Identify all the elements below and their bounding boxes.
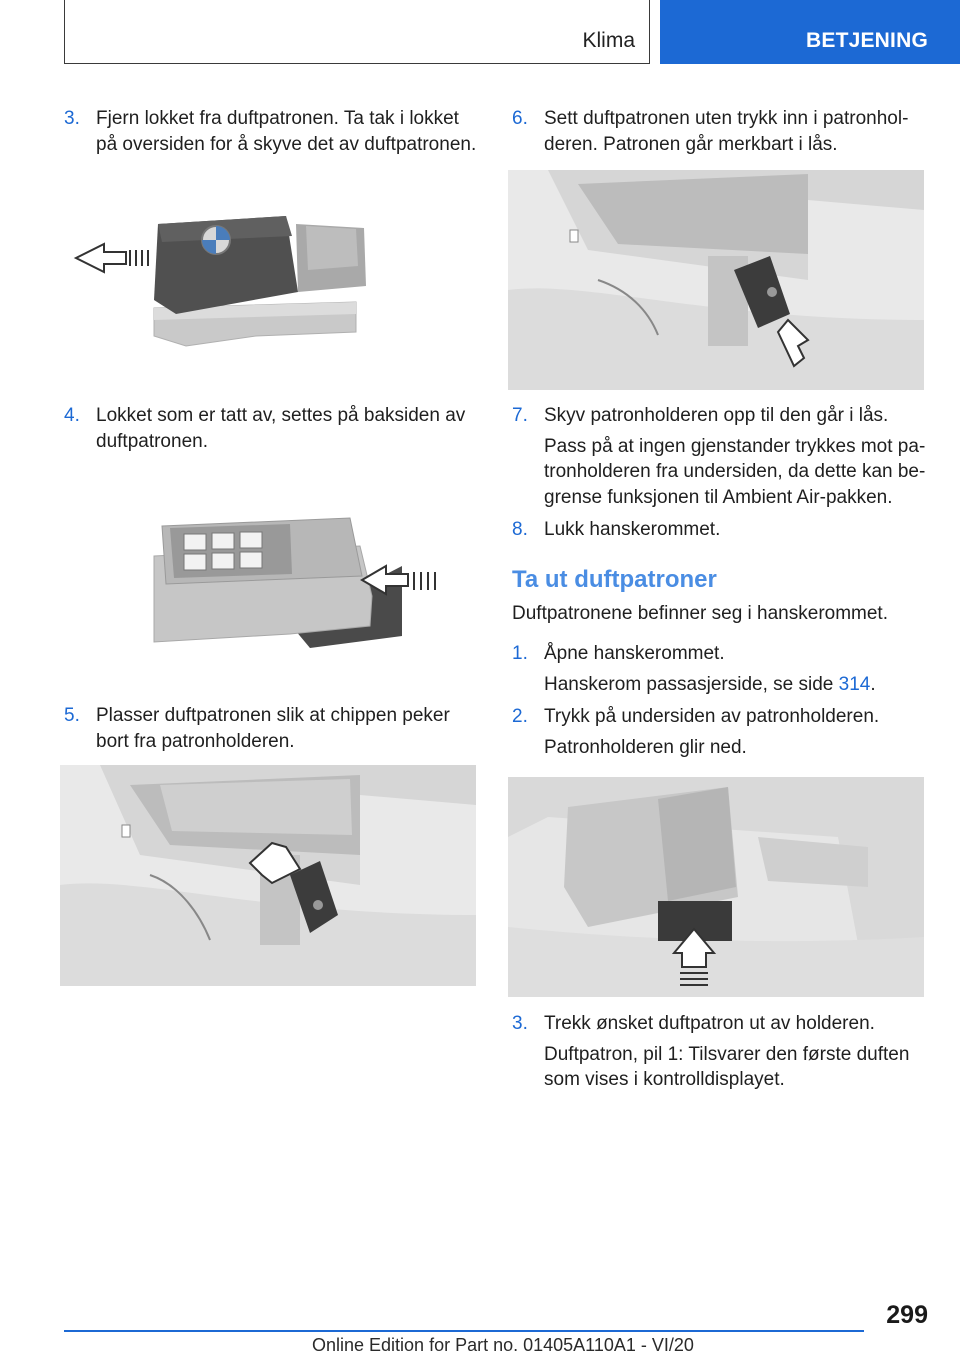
step-note: Pass på at ingen gjenstander trykkes mot patronholderen fra undersiden, da dette kan begrense funksjonen til Ambient Air-pakken. [544,435,926,508]
step-text: Plasser duftpatronen slik at chippen peker bort fra patronholderen. [96,705,450,752]
step-number: 2. [512,706,528,727]
step-text: Trykk på undersiden av patronholderen. [544,706,880,727]
footer-divider [64,1330,864,1332]
removal-step-2 [512,704,932,760]
step-8-close-glovebox [512,517,932,543]
note-text: Hanskerom passasjerside, se side [544,673,839,695]
step-note: Patronholderen glir ned. [544,736,747,758]
step-number: 3. [512,1013,528,1034]
step-number: 6. [512,108,528,129]
step-number: 4. [64,405,80,426]
step-number: 7. [512,405,528,426]
step-6-insert-cartridge [512,106,928,157]
holder-down-photo [508,777,924,997]
edition-footer: Online Edition for Part no. 01405A110A1 - VI/20 [312,1335,694,1355]
insert-cartridge-photo [60,765,476,986]
cartridge-lid-removal-illustration [66,196,466,356]
step-4-attach-lid [64,403,484,454]
step-number: 5. [64,705,80,726]
step-note [544,672,932,698]
step-text: Lukk hanskerommet. [544,519,721,540]
step-note: Duftpatron, pil 1: Tilsvarer den første duften som vises i kontrolldisplayet. [544,1043,910,1090]
step-number: 8. [512,519,528,540]
step-text: Åpne hanskerommet. [544,643,725,664]
step-text: Trekk ønsket duftpatron ut av holderen. [544,1013,875,1034]
section-name: Klima [582,29,635,52]
step-5-position-cartridge [64,703,484,754]
section-heading: Ta ut duftpatroner [512,566,717,593]
page-reference-link[interactable]: 314 [838,673,871,695]
removal-step-3 [512,1011,932,1093]
chapter-tab[interactable] [660,0,960,64]
cartridge-in-holder-photo [508,170,924,390]
chapter-label: BETJENING [806,29,928,52]
step-text: Fjern lokket fra duftpatronen. Ta tak i lokket på oversiden for å skyve det av duftpatronen. [96,108,477,155]
step-text: Skyv patronholderen opp til den går i lås. [544,405,889,426]
step-number: 1. [512,643,528,664]
page-number: 299 [886,1301,928,1329]
lid-on-back-illustration [140,506,460,656]
step-text: Lokket som er tatt av, settes på baksiden av duftpatronen. [96,405,466,452]
section-intro: Duftpatronene befinner seg i hanskerommet. [512,603,888,624]
note-suffix: . [870,673,876,695]
step-number: 3. [64,108,80,129]
step-text: Sett duftpatronen uten trykk inn i patronholderen. Patronen går merkbart i lås. [544,108,909,155]
step-3-remove-lid [64,106,484,157]
removal-step-1 [512,641,932,697]
step-7-push-holder [512,403,932,510]
header-frame [64,0,650,64]
